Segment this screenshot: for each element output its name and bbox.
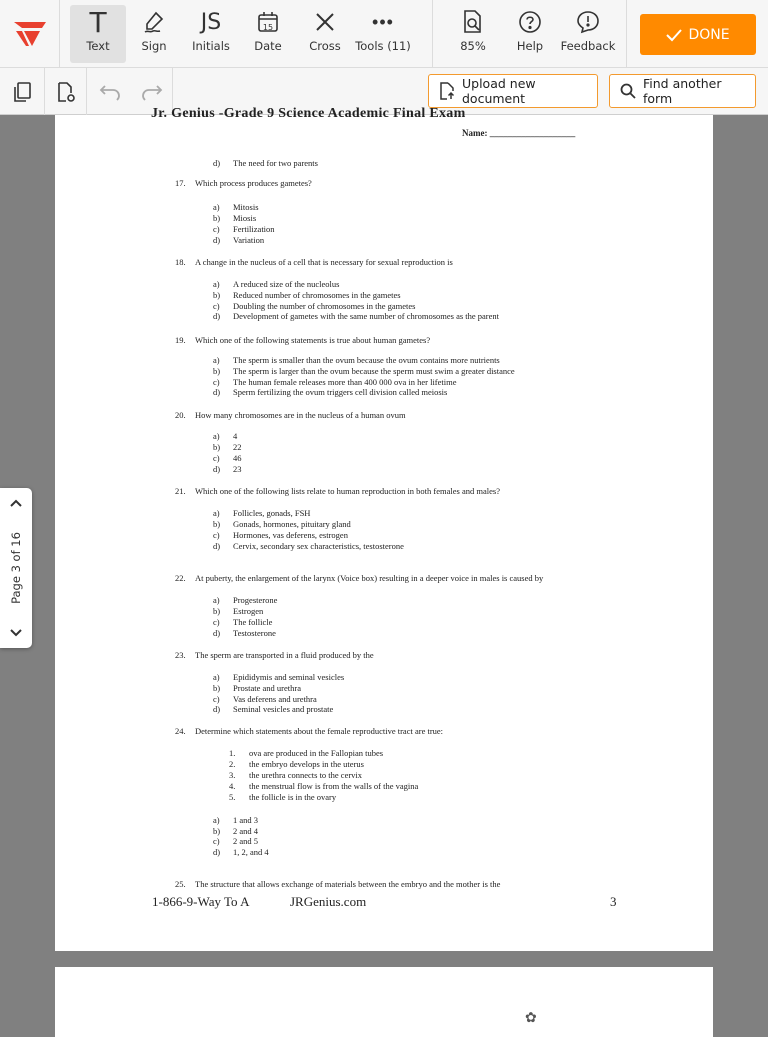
tool-label: Date [254,39,282,53]
question-option: c) Fertilization [213,224,275,234]
sign-pen-icon [142,10,166,34]
redo-icon [141,83,163,101]
question-option: d) The need for two parents [213,158,318,168]
document-settings-icon [55,81,77,103]
footer-phone: 1-866-9-Way To A [152,894,250,909]
question-option: d) Development of gametes with the same number of chromosomes as the parent [213,311,500,321]
tool-text[interactable] [70,5,126,63]
question-option: b) Miosis [213,213,257,223]
question-option: d) Testosterone [213,628,276,638]
zoom-button[interactable] [445,5,501,63]
question-text: 19. Which one of the following statements is true about human gametes? [175,335,431,345]
question-option: d) 23 [213,464,242,474]
upload-new-document-button[interactable] [428,74,598,108]
toolbar-divider [432,0,433,68]
question-statement: 1. ova are produced in the Fallopian tubes [229,748,384,758]
footer-site: JRGenius.com [290,894,367,909]
tool-more[interactable] [354,5,412,63]
question-option: a) A reduced size of the nucleolus [213,279,340,289]
redo-button[interactable] [134,74,170,110]
question-option: d) Cervix, secondary sex characteristics, testosterone [213,541,404,551]
toolbar-divider [626,0,627,68]
tool-label: Text [86,39,110,53]
question-text: 23. The sperm are transported in a fluid produced by the [175,650,374,660]
question-text: 17. Which process produces gametes? [175,178,312,188]
question-option: a) Epididymis and seminal vesicles [213,672,345,682]
feedback-button[interactable] [559,5,617,63]
question-statement: 3. the urethra connects to the cervix [229,770,363,780]
feedback-icon [576,10,600,34]
page-navigator [0,488,32,648]
app-logo[interactable] [0,0,60,68]
question-option: b) Estrogen [213,606,264,616]
question-text: 22. At puberty, the enlargement of the larynx (Voice box) resulting in a deeper voice in males is caused by [175,573,544,583]
done-label: DONE [688,26,730,43]
toolbar-divider [86,68,87,115]
question-statement: 4. the menstrual flow is from the walls of the vagina [229,781,419,791]
question-text: 20. How many chromosomes are in the nucleus of a human ovum [175,410,406,420]
toolbar-divider [44,68,45,115]
question-option: b) Reduced number of chromosomes in the gametes [213,290,401,300]
question-option: c) Doubling the number of chromosomes in the gametes [213,301,416,311]
next-page-button[interactable] [0,620,32,646]
calendar-day: 15 [262,23,274,32]
tool-date[interactable] [240,5,296,63]
question-text: 21. Which one of the following lists relate to human reproduction in both females and males? [175,486,500,496]
question-option: b) 22 [213,442,242,452]
document-page[interactable] [55,106,713,951]
question-statement: 5. the follicle is in the ovary [229,792,337,802]
search-icon [620,83,636,99]
question-option: c) The follicle [213,617,273,627]
question-option: b) Prostate and urethra [213,683,301,693]
next-document-page[interactable] [55,967,713,1037]
pages-icon [11,81,33,103]
question-option: c) 2 and 5 [213,836,259,846]
zoom-label: 85% [460,39,486,53]
chevron-up-icon [10,499,22,507]
question-option: d) Seminal vesicles and prostate [213,704,334,714]
undo-icon [99,83,121,101]
pages-button[interactable] [4,74,40,110]
check-icon [666,28,682,42]
document-settings-button[interactable] [48,74,84,110]
question-option: c) Hormones, vas deferens, estrogen [213,530,348,540]
question-option: a) Progesterone [213,595,278,605]
question-option: d) 1, 2, and 4 [213,847,269,857]
help-label: Help [516,39,544,53]
question-option: d) Sperm fertilizing the ovum triggers cell division called meiosis [213,387,448,397]
undo-button[interactable] [92,74,128,110]
question-option: a) Follicles, gonads, FSH [213,508,311,518]
document-header: Jr. Genius -Grade 9 Science Academic Final Exam [151,106,466,121]
tool-label: Initials [192,39,230,53]
page-stamp-icon: ✿ [525,1009,537,1025]
tool-cross[interactable] [297,5,353,63]
tool-label: Sign [141,39,167,53]
question-option: b) 2 and 4 [213,826,259,836]
tool-label: Tools (11) [355,39,411,53]
question-option: a) The sperm is smaller than the ovum because the ovum contains more nutrients [213,355,500,365]
question-text: 25. The structure that allows exchange of materials between the embryo and the mother is the [175,879,501,889]
help-icon [518,10,542,34]
question-option: d) Variation [213,235,265,245]
question-option: c) The human female releases more than 400 000 ova in her lifetime [213,377,457,387]
question-statement: 2. the embryo develops in the uterus [229,759,364,769]
question-option: c) Vas deferens and urethra [213,694,317,704]
chevron-down-icon [10,629,22,637]
name-field-label: Name: ___________________ [462,128,576,138]
zoom-document-icon [461,9,485,35]
question-text: 18. A change in the nucleus of a cell that is necessary for sexual reproduction is [175,257,453,267]
upload-label: Upload new document [462,76,536,106]
question-option: a) Mitosis [213,202,259,212]
main-toolbar [0,0,768,68]
question-text: 24. Determine which statements about the female reproductive tract are true: [175,726,444,736]
page-indicator: Page 3 of 16 [9,532,23,604]
find-label: Find another form [643,76,722,106]
footer-page-number: 3 [610,894,617,909]
tool-sign[interactable] [126,5,182,63]
help-button[interactable] [502,5,558,63]
more-dots-icon: ••• [372,11,394,32]
question-option: a) 4 [213,431,238,441]
find-another-form-button[interactable] [609,74,756,108]
tool-label: Cross [309,39,341,53]
cross-icon [314,11,336,33]
upload-document-icon [439,82,455,100]
question-option: b) Gonads, hormones, pituitary gland [213,519,351,529]
done-button[interactable] [640,14,756,55]
tool-initials[interactable] [183,5,239,63]
initials-icon: JS [200,9,222,35]
logo-icon [12,19,48,49]
feedback-label: Feedback [560,39,616,53]
text-icon: T [89,5,107,39]
question-option: b) The sperm is larger than the ovum because the sperm must swim a greater distance [213,366,515,376]
previous-page-button[interactable] [0,490,32,516]
question-option: a) 1 and 3 [213,815,259,825]
question-option: c) 46 [213,453,242,463]
